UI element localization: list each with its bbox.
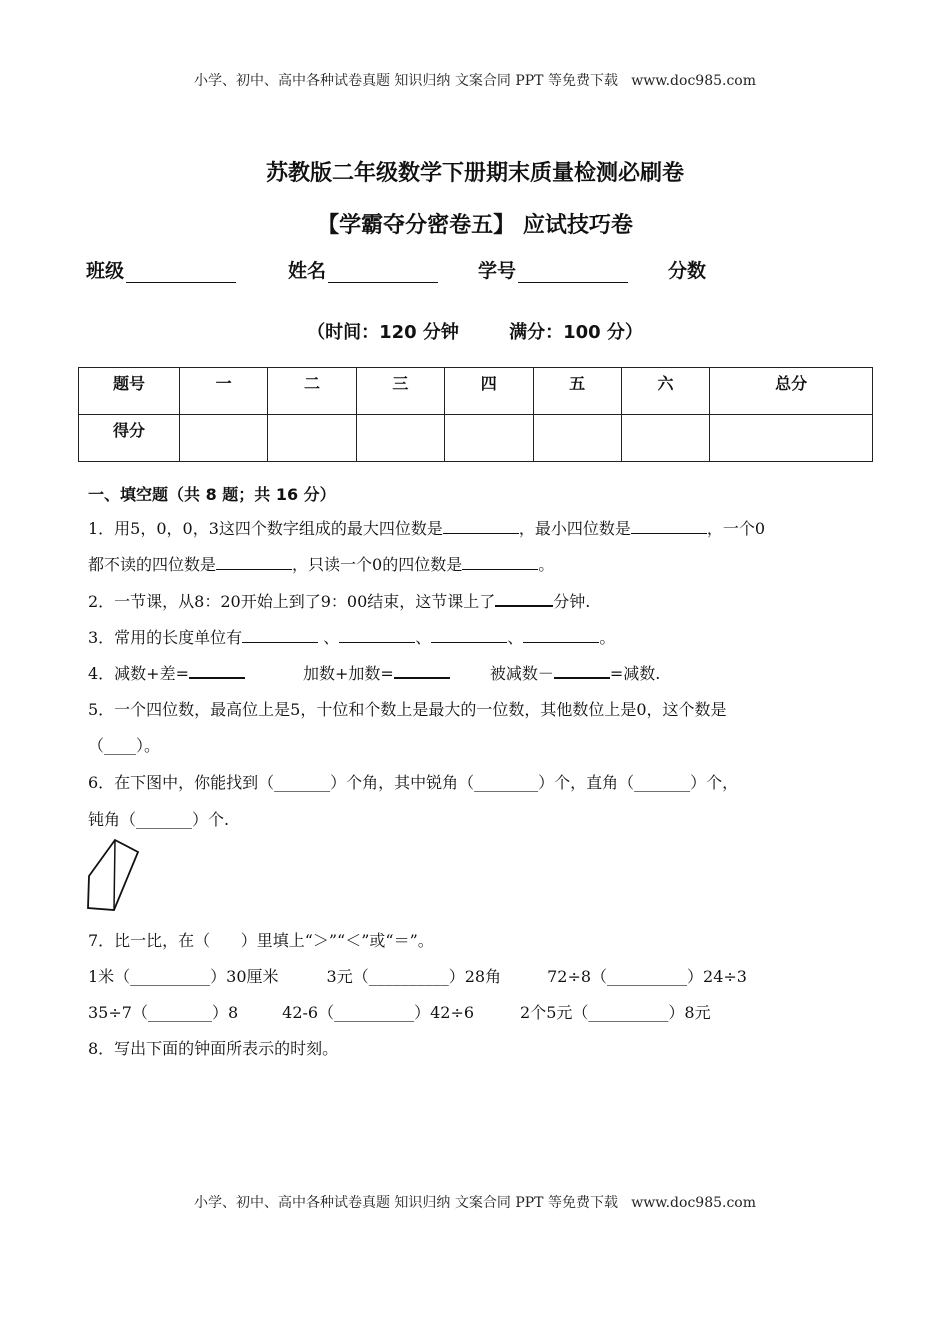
section-1-heading: 一、填空题（共 8 题；共 16 分） (88, 485, 336, 504)
q7-item-4[interactable]: 35÷7（________）8 (88, 1003, 239, 1022)
question-6-line-2: 钝角（_______）个. (88, 810, 230, 829)
q3-blank-2[interactable] (339, 624, 415, 643)
question-5-line-1: 5．一个四位数，最高位上是5，十位和个数上是最大的一位数，其他数位上是0，这个数是 (88, 700, 727, 719)
q1-blank-3[interactable] (216, 551, 292, 570)
q7-item-5[interactable]: 42-6（__________）42÷6 (282, 1003, 475, 1022)
question-7-row-1 (88, 959, 868, 995)
q7-item-2[interactable]: 3元（__________）28角 (326, 967, 502, 986)
score-label: 分数 (668, 260, 707, 282)
score-table (78, 367, 873, 462)
q4-blank-3[interactable] (554, 659, 610, 679)
score-cell[interactable] (268, 415, 356, 462)
q1-blank-2[interactable] (631, 515, 707, 534)
score-cell[interactable] (356, 415, 444, 462)
question-5-answer-blank[interactable]: （____）。 (88, 736, 161, 755)
score-cell[interactable] (710, 415, 873, 462)
column-6: 六 (621, 368, 709, 415)
column-3: 三 (356, 368, 444, 415)
student-id-field[interactable] (478, 256, 628, 283)
q7-item-6[interactable]: 2个5元（__________）8元 (520, 1003, 711, 1022)
score-table-score-row (79, 415, 873, 462)
column-4: 四 (445, 368, 533, 415)
diagonal-line (114, 840, 115, 910)
question-7-row-2 (88, 995, 868, 1031)
q7-item-1[interactable]: 1米（__________）30厘米 (88, 967, 279, 986)
column-1: 一 (180, 368, 268, 415)
q4-blank-1[interactable] (189, 659, 245, 679)
time-and-total-score: （时间：120 分钟 满分：100 分） (307, 322, 643, 343)
name-label: 姓名 (288, 260, 327, 282)
score-cell[interactable] (621, 415, 709, 462)
footer-note: 小学、初中、高中各种试卷真题 知识归纳 文案合同 PPT 等免费下载 www.doc985.com (193, 1195, 756, 1211)
class-blank[interactable] (126, 262, 236, 283)
question-2: 2．一节课，从8：20开始上到了9：00结束，这节课上了 分钟. (88, 584, 868, 620)
column-total: 总分 (710, 368, 873, 415)
q2-blank[interactable] (495, 587, 553, 607)
question-8: 8．写出下面的钟面所表示的时刻。 (88, 1039, 339, 1058)
column-5: 五 (533, 368, 621, 415)
score-row-header: 得分 (79, 415, 180, 462)
score-field (668, 256, 706, 283)
angle-shape (88, 840, 138, 910)
column-2: 二 (268, 368, 356, 415)
quadrilateral-figure (84, 838, 144, 912)
question-7: 7．比一比，在（ ）里填上“＞”“＜”或“＝”。 (88, 931, 434, 950)
q3-blank-4[interactable] (523, 624, 599, 643)
page-subtitle: 【学霸夺分密卷五】 应试技巧卷 (317, 213, 633, 238)
score-cell[interactable] (533, 415, 621, 462)
q7-item-3[interactable]: 72÷8（__________）24÷3 (547, 967, 747, 986)
q1-blank-4[interactable] (462, 551, 538, 570)
student-id-blank[interactable] (518, 262, 628, 283)
q1-blank-1[interactable] (443, 515, 519, 534)
header-note: 小学、初中、高中各种试卷真题 知识归纳 文案合同 PPT 等免费下载 www.doc985.com (193, 73, 756, 89)
q4-blank-2[interactable] (394, 659, 450, 679)
score-table-header-row (79, 368, 873, 415)
question-3: 3．常用的长度单位有 、 、 、 。 (88, 620, 868, 656)
name-field[interactable] (288, 256, 438, 283)
score-cell[interactable] (180, 415, 268, 462)
student-id-label: 学号 (478, 260, 517, 282)
q3-blank-1[interactable] (242, 624, 318, 643)
class-field[interactable] (86, 256, 236, 283)
question-1-line-2: 都不读的四位数是 ，只读一个0的四位数是 。 (88, 547, 868, 583)
name-blank[interactable] (328, 262, 438, 283)
question-6-line-1: 6．在下图中，你能找到（_______）个角，其中锐角（________）个，直角（_______）个， (88, 773, 739, 792)
score-cell[interactable] (445, 415, 533, 462)
student-info-row (86, 256, 886, 284)
class-label: 班级 (86, 260, 125, 282)
question-1-line-1: 1．用5，0，0，3这四个数字组成的最大四位数是 ，最小四位数是 ，一个0 (88, 511, 868, 547)
page-title: 苏教版二年级数学下册期末质量检测必刷卷 (265, 161, 684, 186)
question-number-header: 题号 (79, 368, 180, 415)
q3-blank-3[interactable] (431, 624, 507, 643)
question-4: 4．减数+差= 加数+加数= 被减数－ =减数. (88, 656, 868, 692)
